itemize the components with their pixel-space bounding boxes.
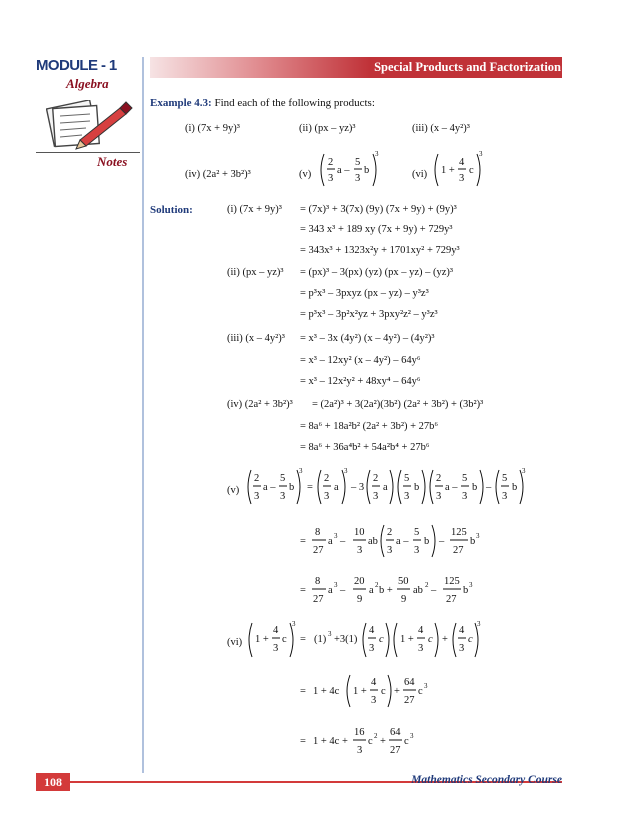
svg-text:3: 3 — [436, 491, 442, 502]
chapter-title: Special Products and Factorization — [374, 60, 561, 74]
sol-i-step2: = 343 x³ + 189 xy (7x + 9y) + 729y³ — [300, 224, 453, 235]
svg-text:=: = — [300, 634, 306, 645]
svg-text:27: 27 — [404, 695, 415, 706]
svg-text:3: 3 — [414, 545, 420, 556]
svg-text:4: 4 — [459, 157, 465, 168]
svg-text:2: 2 — [375, 581, 379, 589]
svg-text:2: 2 — [436, 473, 442, 484]
svg-text:3: 3 — [371, 695, 377, 706]
svg-text:3: 3 — [357, 745, 363, 756]
svg-text:=: = — [300, 585, 306, 596]
module-heading: MODULE - 1 — [36, 57, 117, 74]
example-label: Example 4.3: — [150, 97, 212, 109]
svg-text:5: 5 — [462, 473, 468, 484]
header-bar-gradient — [150, 57, 370, 78]
svg-text:=: = — [300, 736, 306, 747]
svg-text:27: 27 — [313, 545, 324, 556]
course-title: Mathematics Secondary Course — [411, 774, 562, 786]
svg-text:5: 5 — [414, 527, 420, 538]
svg-text:1 + 4c: 1 + 4c — [313, 686, 340, 697]
svg-text:+3(1): +3(1) — [334, 634, 358, 645]
svg-text:64: 64 — [404, 677, 415, 688]
svg-text:3: 3 — [299, 467, 303, 475]
svg-text:3: 3 — [502, 491, 508, 502]
svg-text:3: 3 — [459, 173, 465, 184]
example-item-ii: (ii) (px – yz)³ — [299, 123, 356, 134]
svg-text:3: 3 — [369, 643, 375, 654]
svg-text:a –: a – — [263, 482, 276, 493]
svg-text:3: 3 — [273, 643, 279, 654]
sol-i-lhs: (i) (7x + 9y)³ — [227, 204, 282, 215]
svg-text:3: 3 — [334, 532, 338, 540]
sol-v-label: (v) — [227, 485, 240, 496]
svg-text:c: c — [368, 736, 373, 747]
example-item-i: (i) (7x + 9y)³ — [185, 123, 240, 134]
svg-text:ab: ab — [413, 585, 423, 596]
svg-text:=: = — [300, 536, 306, 547]
example-item-iv: (iv) (2a² + 3b²)³ — [185, 169, 251, 180]
svg-text:c: c — [428, 634, 433, 645]
example-item-v-label: (v) — [299, 169, 312, 180]
svg-text:b: b — [364, 165, 370, 176]
svg-text:3: 3 — [355, 173, 361, 184]
sol-i-step3: = 343x³ + 1323x²y + 1701xy² + 729y³ — [300, 245, 460, 256]
sol-iv-step2: = 8a⁶ + 18a²b² (2a² + 3b²) + 27b⁶ — [300, 421, 439, 432]
svg-text:=: = — [307, 482, 313, 493]
svg-text:a –: a – — [337, 165, 350, 176]
svg-text:50: 50 — [398, 576, 409, 587]
svg-text:–: – — [340, 585, 346, 596]
svg-text:b: b — [463, 585, 469, 596]
svg-text:3: 3 — [328, 630, 332, 638]
margin-rule — [142, 57, 144, 773]
sol-iv-step3: = 8a⁶ + 36a⁴b² + 54a²b⁴ + 27b⁶ — [300, 442, 430, 453]
svg-text:3: 3 — [459, 643, 465, 654]
svg-text:3: 3 — [462, 491, 468, 502]
notes-rule — [36, 152, 140, 153]
svg-text:–: – — [340, 536, 346, 547]
svg-text:3: 3 — [522, 467, 526, 475]
svg-text:3: 3 — [469, 581, 473, 589]
sol-iii-lhs: (iii) (x – 4y²)³ — [227, 333, 285, 344]
svg-text:a –: a – — [445, 482, 458, 493]
svg-text:+: + — [394, 686, 400, 697]
svg-text:– 3: – 3 — [351, 482, 365, 493]
svg-text:3: 3 — [476, 532, 480, 540]
svg-text:b: b — [512, 482, 518, 493]
svg-text:9: 9 — [357, 594, 363, 605]
svg-text:5: 5 — [280, 473, 286, 484]
svg-text:4: 4 — [371, 677, 377, 688]
svg-text:c: c — [381, 686, 386, 697]
svg-text:b: b — [470, 536, 476, 547]
svg-text:5: 5 — [404, 473, 410, 484]
svg-text:a: a — [369, 585, 374, 596]
svg-text:3: 3 — [344, 467, 348, 475]
svg-text:5: 5 — [355, 157, 361, 168]
svg-text:3: 3 — [418, 643, 424, 654]
svg-text:125: 125 — [444, 576, 460, 587]
notes-label: Notes — [97, 154, 128, 169]
svg-text:a –: a – — [396, 536, 409, 547]
svg-text:3: 3 — [404, 491, 410, 502]
svg-text:3: 3 — [280, 491, 286, 502]
svg-text:+: + — [442, 634, 448, 645]
svg-text:2: 2 — [373, 473, 379, 484]
svg-text:3: 3 — [254, 491, 260, 502]
svg-text:b: b — [472, 482, 478, 493]
svg-text:125: 125 — [451, 527, 467, 538]
svg-text:–: – — [486, 482, 492, 493]
sol-vi-step3 — [300, 722, 450, 762]
sol-ii-step3: = p³x³ – 3p²x²yz + 3pxy²z² – y³z³ — [300, 309, 438, 320]
svg-text:b: b — [424, 536, 430, 547]
svg-text:a: a — [328, 536, 333, 547]
svg-text:c: c — [418, 686, 423, 697]
svg-text:3: 3 — [373, 491, 379, 502]
svg-text:a: a — [383, 482, 388, 493]
svg-text:3: 3 — [424, 682, 428, 690]
svg-text:ab: ab — [368, 536, 378, 547]
sol-ii-lhs: (ii) (px – yz)³ — [227, 267, 284, 278]
svg-text:27: 27 — [390, 745, 401, 756]
example-prompt: Find each of the following products: — [214, 97, 375, 109]
svg-text:=: = — [300, 686, 306, 697]
sol-iii-step3: = x³ – 12x²y² + 48xy⁴ – 64y⁶ — [300, 376, 421, 387]
svg-text:1 +: 1 + — [441, 165, 455, 176]
sol-iii-step1: = x³ – 3x (4y²) (x – 4y²) – (4y²)³ — [300, 333, 435, 344]
svg-text:c: c — [379, 634, 384, 645]
svg-text:(1): (1) — [314, 634, 327, 645]
svg-text:3: 3 — [375, 150, 379, 158]
sol-ii-step1: = (px)³ – 3(px) (yz) (px – yz) – (yz)³ — [300, 267, 454, 278]
notes-pencil-icon — [46, 100, 136, 152]
solution-label: Solution: — [150, 204, 193, 216]
svg-text:4: 4 — [418, 625, 424, 636]
sol-vi-step1 — [246, 620, 486, 662]
svg-text:8: 8 — [315, 576, 321, 587]
svg-text:4: 4 — [273, 625, 279, 636]
svg-text:4: 4 — [369, 625, 375, 636]
example-item-v-expr — [318, 150, 384, 192]
svg-text:2: 2 — [254, 473, 260, 484]
svg-text:–: – — [431, 585, 437, 596]
svg-text:–: – — [439, 536, 445, 547]
sol-vi-label: (vi) — [227, 637, 243, 648]
sol-iii-step2: = x³ – 12xy² (x – 4y²) – 64y⁶ — [300, 355, 421, 366]
svg-text:27: 27 — [313, 594, 324, 605]
svg-text:8: 8 — [315, 527, 321, 538]
svg-text:10: 10 — [354, 527, 365, 538]
svg-text:a: a — [328, 585, 333, 596]
svg-text:c: c — [469, 165, 474, 176]
svg-text:3: 3 — [479, 150, 483, 158]
svg-text:2: 2 — [328, 157, 334, 168]
sol-iv-lhs: (iv) (2a² + 3b²)³ — [227, 399, 293, 410]
sol-v-step2 — [300, 522, 500, 562]
svg-text:2: 2 — [387, 527, 393, 538]
example-item-iii: (iii) (x – 4y²)³ — [412, 123, 470, 134]
svg-text:2: 2 — [374, 732, 378, 740]
sol-v-step3 — [300, 571, 500, 611]
svg-text:9: 9 — [401, 594, 407, 605]
svg-text:c: c — [468, 634, 473, 645]
svg-text:3: 3 — [334, 581, 338, 589]
svg-text:3: 3 — [410, 732, 414, 740]
svg-text:27: 27 — [453, 545, 464, 556]
module-subheading: Algebra — [66, 76, 109, 91]
svg-text:c: c — [282, 634, 287, 645]
svg-text:a: a — [334, 482, 339, 493]
sol-iv-step1: = (2a²)³ + 3(2a²)(3b²) (2a² + 3b²) + (3b²)³ — [312, 399, 484, 410]
svg-text:4: 4 — [459, 625, 465, 636]
sol-vi-step2 — [300, 672, 450, 712]
svg-text:2: 2 — [324, 473, 330, 484]
sol-v-step1 — [245, 466, 535, 510]
sol-i-step1: = (7x)³ + 3(7x) (9y) (7x + 9y) + (9y)³ — [300, 204, 457, 215]
example-heading — [150, 97, 375, 109]
sol-ii-step2: = p³x³ – 3pxyz (px – yz) – y³z³ — [300, 288, 429, 299]
svg-text:5: 5 — [502, 473, 508, 484]
svg-text:b +: b + — [379, 585, 393, 596]
svg-text:b: b — [414, 482, 420, 493]
svg-text:1 +: 1 + — [255, 634, 269, 645]
svg-text:3: 3 — [292, 620, 296, 628]
example-item-vi-expr — [432, 150, 490, 192]
svg-text:+: + — [380, 736, 386, 747]
svg-text:c: c — [404, 736, 409, 747]
svg-text:3: 3 — [357, 545, 363, 556]
svg-text:64: 64 — [390, 727, 401, 738]
svg-text:1 +: 1 + — [400, 634, 414, 645]
svg-text:16: 16 — [354, 727, 365, 738]
svg-text:27: 27 — [446, 594, 457, 605]
example-item-vi-label: (vi) — [412, 169, 428, 180]
svg-text:1 +: 1 + — [353, 686, 367, 697]
svg-text:3: 3 — [387, 545, 393, 556]
svg-text:20: 20 — [354, 576, 365, 587]
svg-text:b: b — [289, 482, 295, 493]
svg-text:2: 2 — [425, 581, 429, 589]
svg-text:3: 3 — [328, 173, 334, 184]
svg-text:1 + 4c +: 1 + 4c + — [313, 736, 348, 747]
svg-text:3: 3 — [477, 620, 481, 628]
svg-text:3: 3 — [324, 491, 330, 502]
page-number: 108 — [36, 773, 70, 791]
